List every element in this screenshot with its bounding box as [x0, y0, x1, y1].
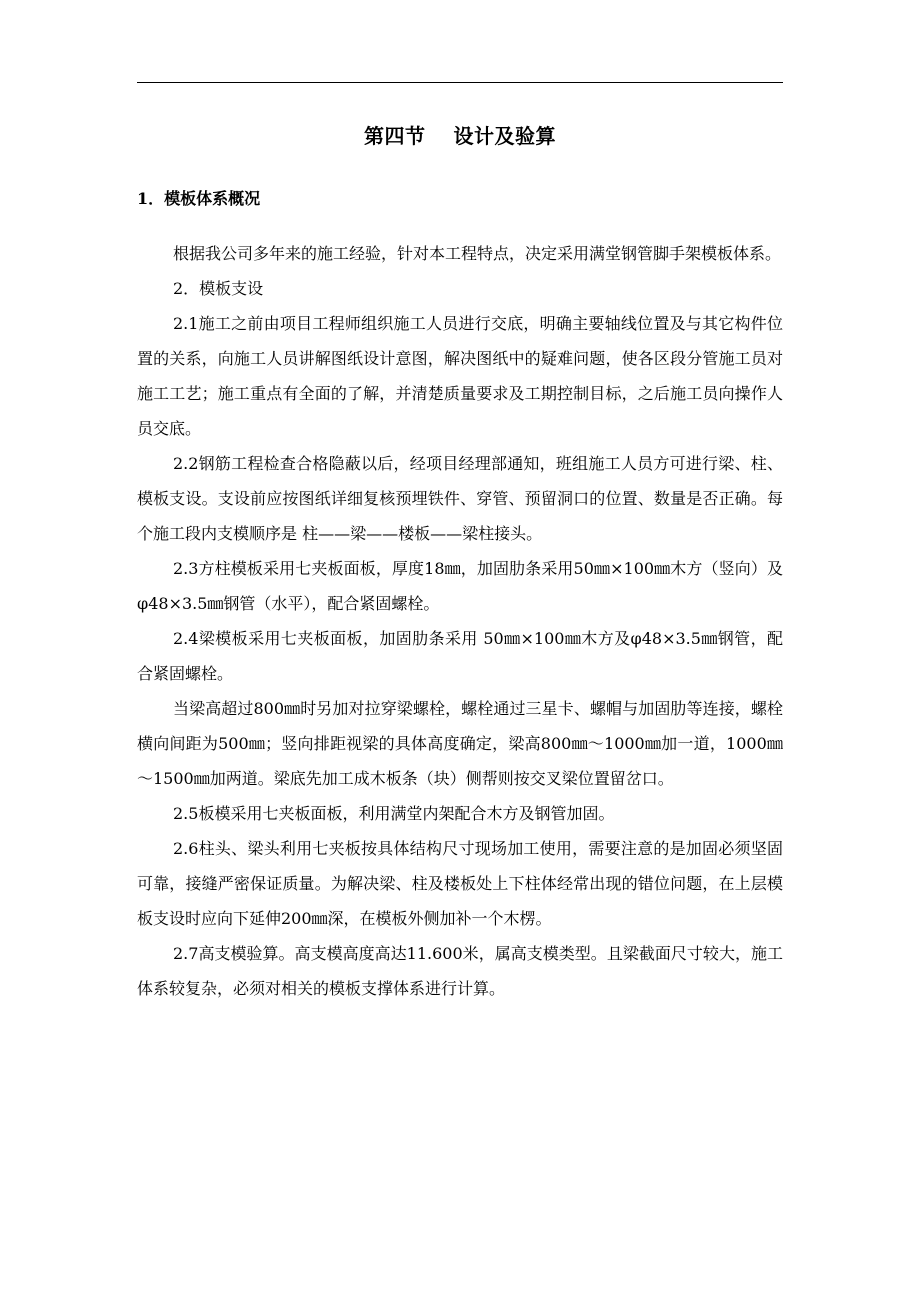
- paragraph: 2.7高支模验算。高支模高度高达11.600米，属高支模类型。且梁截面尺寸较大，施工体系较复杂，必须对相关的模板支撑体系进行计算。: [137, 944, 783, 998]
- header-rule: [137, 82, 783, 83]
- paragraph: 2.6柱头、梁头利用七夹板按具体结构尺寸现场加工使用，需要注意的是加固必须坚固可靠，接缝严密保证质量。为解决梁、柱及楼板处上下柱体经常出现的错位问题，在上层模板支设时应向下延伸200㎜深，在模板外侧加补一个木楞。: [137, 839, 783, 928]
- paragraph: 当梁高超过800㎜时另加对拉穿梁螺栓，螺栓通过三星卡、螺帽与加固肋等连接，螺栓横向间距为500㎜；竖向排距视梁的具体高度确定，梁高800㎜～1000㎜加一道，1000㎜～1500㎜加两道。梁底先加工成木板条（块）侧帮则按交叉梁位置留岔口。: [137, 699, 783, 788]
- subheading-template-system: 1．模板体系概况: [137, 189, 261, 208]
- paragraph: 2．模板支设: [173, 279, 264, 298]
- paragraph: 2.1施工之前由项目工程师组织施工人员进行交底，明确主要轴线位置及与其它构件位置的关系，向施工人员讲解图纸设计意图，解决图纸中的疑难问题，使各区段分管施工员对施工工艺；施工重点有全面的了解，并清楚质量要求及工期控制目标，之后施工员向操作人员交底。: [137, 314, 783, 438]
- paragraph: 2.4梁模板采用七夹板面板，加固肋条采用 50㎜×100㎜木方及φ48×3.5㎜钢管，配合紧固螺栓。: [137, 629, 783, 683]
- paragraph: 2.3方柱模板采用七夹板面板，厚度18㎜，加固肋条采用50㎜×100㎜木方（竖向）及φ48×3.5㎜钢管（水平），配合紧固螺栓。: [137, 559, 783, 613]
- section-title: 第四节 设计及验算: [364, 124, 556, 148]
- body-text: [137, 236, 783, 1006]
- paragraph: 根据我公司多年来的施工经验，针对本工程特点，决定采用满堂钢管脚手架模板体系。: [173, 244, 782, 263]
- paragraph: 2.5板模采用七夹板面板，利用满堂内架配合木方及钢管加固。: [173, 804, 615, 823]
- paragraph: 2.2钢筋工程检查合格隐蔽以后，经项目经理部通知，班组施工人员方可进行梁、柱、模板支设。支设前应按图纸详细复核预埋铁件、穿管、预留洞口的位置、数量是否正确。每个施工段内支模顺序是 柱——梁——楼板——梁柱接头。: [137, 454, 783, 543]
